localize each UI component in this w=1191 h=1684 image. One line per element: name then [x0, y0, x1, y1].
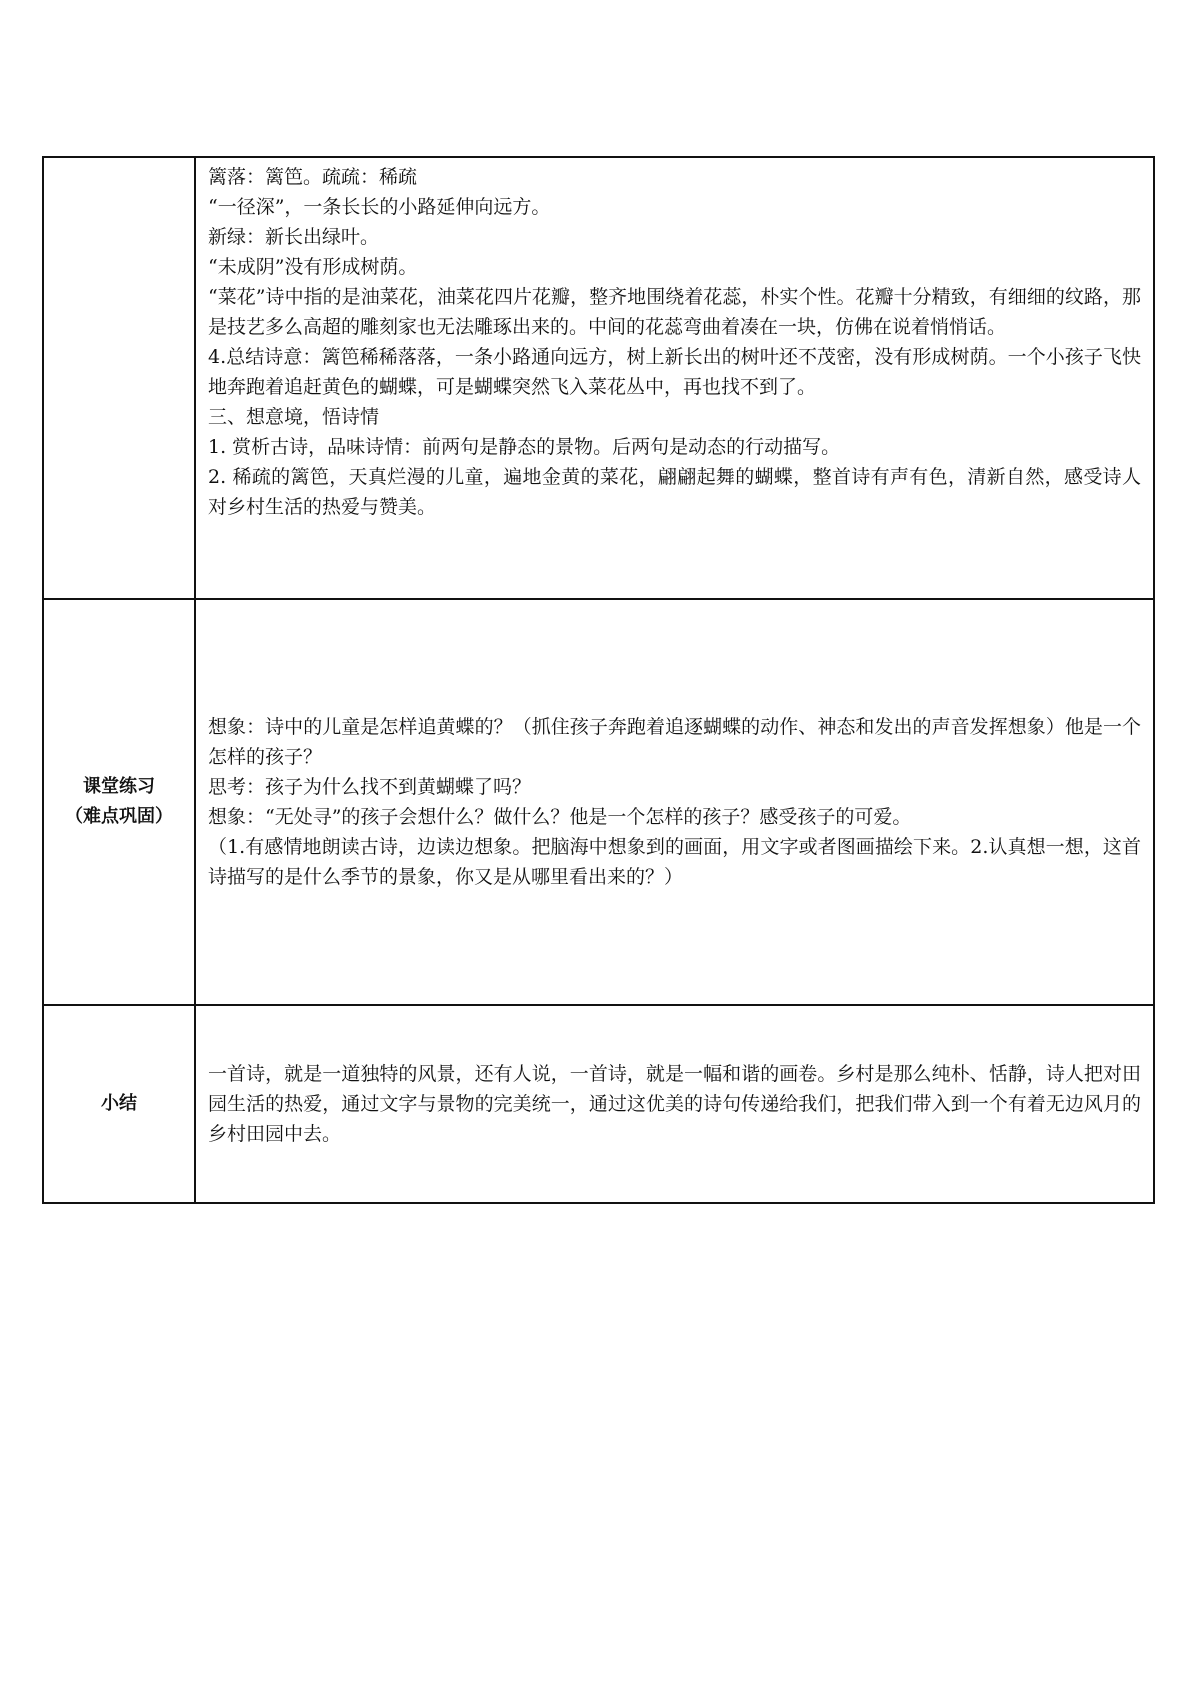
- row-label-title: 课堂练习: [83, 776, 155, 797]
- lesson-plan-table: [42, 156, 1155, 1204]
- row-label-subtitle: （难点巩固）: [65, 806, 173, 827]
- row-content-cell: [195, 1005, 1154, 1203]
- table-row: [43, 1005, 1154, 1203]
- table-row: [43, 157, 1154, 599]
- poem-meaning-summary: 4.总结诗意：篱笆稀稀落落，一条小路通向远方，树上新长出的树叶还不茂密，没有形成树荫。一个小孩子飞快地奔跑着追赶黄色的蝴蝶，可是蝴蝶突然飞入菜花丛中，再也找不到了。: [208, 346, 1141, 398]
- table-row: [43, 599, 1154, 1005]
- summary-paragraph: 一首诗，就是一道独特的风景，还有人说，一首诗，就是一幅和谐的画卷。乡村是那么纯朴、恬静，诗人把对田园生活的热爱，通过文字与景物的完美统一，通过这优美的诗句传递给我们，把我们带入到一个有着无边风月的乡村田园中去。: [208, 1063, 1141, 1145]
- practice-imagine-2: 想象：“无处寻”的孩子会想什么？做什么？他是一个怎样的孩子？感受孩子的可爱。: [208, 806, 912, 828]
- row-label-cell: [43, 599, 195, 1005]
- row-label-cell: [43, 157, 195, 599]
- vocab-line-green: 新绿：新长出绿叶。: [208, 226, 380, 248]
- appreciation-point-2: 2. 稀疏的篱笆，天真烂漫的儿童，遍地金黄的菜花，翩翩起舞的蝴蝶，整首诗有声有色，清新自然，感受诗人对乡村生活的热爱与赞美。: [208, 466, 1141, 518]
- section-heading: 三、想意境，悟诗情: [208, 406, 380, 428]
- vocab-line-flowers: “菜花”诗中指的是油菜花，油菜花四片花瓣，整齐地围绕着花蕊，朴实个性。花瓣十分精致，有细细的纹路，那是技艺多么高超的雕刻家也无法雕琢出来的。中间的花蕊弯曲着凑在一块，仿佛在说着悄悄话。: [208, 286, 1141, 338]
- row-label-cell: [43, 1005, 195, 1203]
- practice-tasks: （1.有感情地朗读古诗，边读边想象。把脑海中想象到的画面，用文字或者图画描绘下来。2.认真想一想，这首诗描写的是什么季节的景象，你又是从哪里看出来的？）: [208, 836, 1141, 888]
- row-content-cell: [195, 157, 1154, 599]
- row-content-cell: [195, 599, 1154, 1005]
- vocab-line-path: “一径深”，一条长长的小路延伸向远方。: [208, 196, 551, 218]
- vocab-line-fence: 篱落：篱笆。疏疏：稀疏: [208, 166, 418, 188]
- practice-think: 思考：孩子为什么找不到黄蝴蝶了吗？: [208, 776, 532, 798]
- row-label-title: 小结: [101, 1093, 137, 1114]
- vocab-line-shade: “未成阴”没有形成树荫。: [208, 256, 418, 278]
- appreciation-point-1: 1. 赏析古诗，品味诗情：前两句是静态的景物。后两句是动态的行动描写。: [208, 436, 841, 458]
- practice-imagine-1: 想象：诗中的儿童是怎样追黄蝶的？（抓住孩子奔跑着追逐蝴蝶的动作、神态和发出的声音发挥想象）他是一个怎样的孩子？: [208, 716, 1141, 768]
